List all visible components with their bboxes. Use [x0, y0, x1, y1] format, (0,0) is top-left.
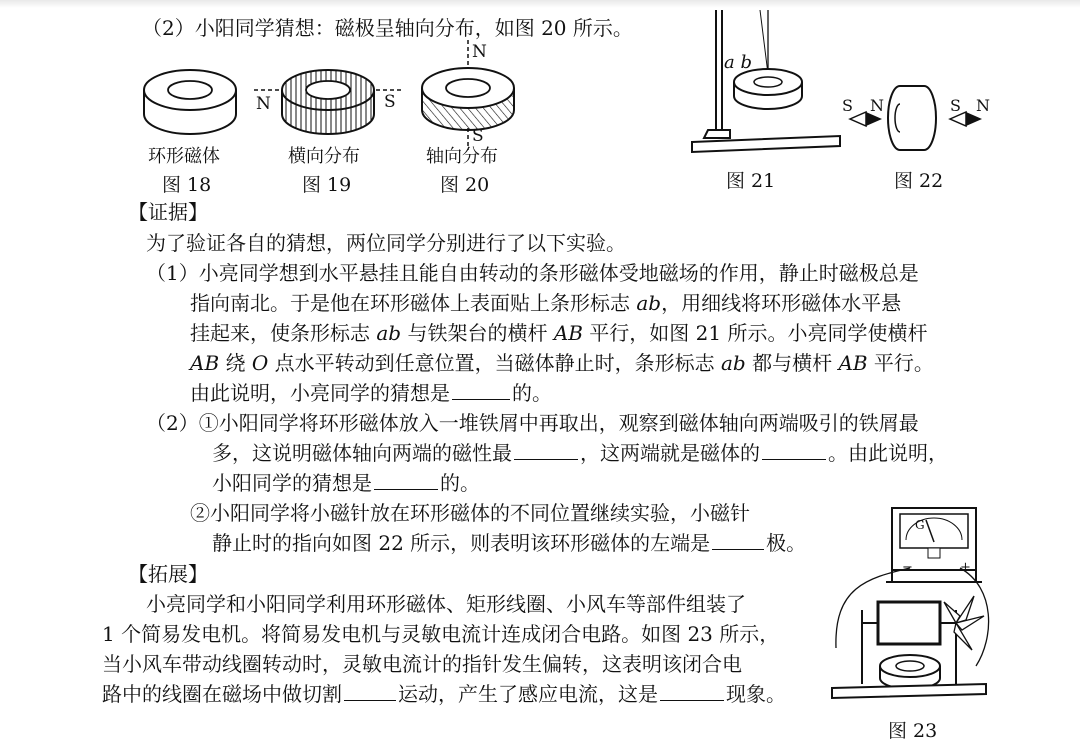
answer-blank-2[interactable] — [514, 439, 578, 460]
figure-20-label: 图 20 — [440, 174, 490, 196]
figure-23-label: 图 23 — [888, 720, 938, 742]
p2-line5: 静止时的指向如图 22 所示，则表明该环形磁体的左端是 极。 — [212, 531, 807, 555]
p1-line2: 指向南北。于是他在环形磁体上表面贴上条形标志 ab，用细线将环形磁体水平悬 — [190, 291, 902, 315]
p1-line5: 由此说明，小亮同学的猜想是 的。 — [190, 381, 552, 405]
answer-blank-6[interactable] — [344, 680, 396, 701]
answer-blank-3[interactable] — [762, 439, 826, 460]
ext-line3: 当小风车带动线圈转动时，灵敏电流计的指针发生偏转，这表明该闭合电 — [102, 652, 742, 676]
fig22-right-s: S — [950, 96, 961, 115]
fig19-label-s: S — [384, 92, 396, 112]
figure-22-ring-side — [880, 78, 946, 168]
fig22-left-n: N — [870, 96, 884, 115]
figure-20-axial — [418, 40, 518, 150]
ext-line4: 路中的线圈在磁场中做切割 运动，产生了感应电流，这是 现象。 — [102, 682, 786, 706]
p2-line3: 小阳同学的猜想是 的。 — [212, 471, 480, 495]
p1-line1: （1）小亮同学想到水平悬挂且能自由转动的条形磁体受地磁场的作用，静止时磁极总是 — [146, 261, 919, 285]
galvanometer-g: G — [915, 518, 925, 532]
intro-line: （2）小阳同学猜想：磁极呈轴向分布，如图 20 所示。 — [142, 16, 633, 40]
p2-line2: 多，这说明磁体轴向两端的磁性最 ，这两端就是磁体的 。由此说明， — [212, 441, 948, 465]
fig22-left-s: S — [842, 96, 853, 115]
section-evidence: 【证据】 — [128, 200, 208, 224]
figure-18-ring-magnet — [140, 62, 240, 142]
fig19-label-n: N — [256, 94, 271, 114]
fig20-label-s: S — [472, 126, 484, 146]
answer-blank-7[interactable] — [660, 680, 724, 701]
section-extension: 【拓展】 — [128, 562, 208, 586]
figure-19-transverse — [254, 62, 404, 142]
figure-18-label: 图 18 — [162, 174, 212, 196]
ext-line1: 小亮同学和小阳同学利用环形磁体、矩形线圈、小风车等部件组装了 — [146, 592, 746, 616]
caption-transverse: 横向分布 — [288, 146, 360, 167]
p1-line4: AB 绕 O 点水平转动到任意位置，当磁体静止时，条形标志 ab 都与横杆 AB 平行。 — [190, 351, 934, 375]
figure-22-label: 图 22 — [894, 170, 944, 192]
fig21-label-ab: a b — [724, 52, 752, 73]
figure-21-label: 图 21 — [726, 170, 776, 192]
caption-axial: 轴向分布 — [426, 146, 498, 167]
figure-23-generator — [826, 498, 994, 708]
p2-line1: （2）①小阳同学将环形磁体放入一堆铁屑中再取出，观察到磁体轴向两端吸引的铁屑最 — [146, 411, 919, 435]
caption-ring-magnet: 环形磁体 — [148, 146, 220, 167]
answer-blank-1[interactable] — [452, 379, 510, 400]
top-shadow — [0, 0, 1080, 8]
fig22-right-n: N — [976, 96, 990, 115]
galvanometer-minus: − — [902, 560, 913, 575]
p2-line4: ②小阳同学将小磁针放在环形磁体的不同位置继续实验，小磁针 — [190, 501, 750, 525]
galvanometer-plus: + — [960, 560, 971, 575]
ext-line2: 1 个简易发电机。将简易发电机与灵敏电流计连成闭合电路。如图 23 所示， — [102, 622, 780, 646]
figure-19-label: 图 19 — [302, 174, 352, 196]
answer-blank-4[interactable] — [374, 469, 438, 490]
figure-21-stand — [690, 10, 840, 160]
fig20-label-n: N — [472, 42, 487, 62]
answer-blank-5[interactable] — [712, 529, 764, 550]
p1-line3: 挂起来，使条形标志 ab 与铁架台的横杆 AB 平行，如图 21 所示。小亮同学使横杆 — [190, 321, 928, 345]
evidence-intro: 为了验证各自的猜想，两位同学分别进行了以下实验。 — [146, 231, 626, 255]
